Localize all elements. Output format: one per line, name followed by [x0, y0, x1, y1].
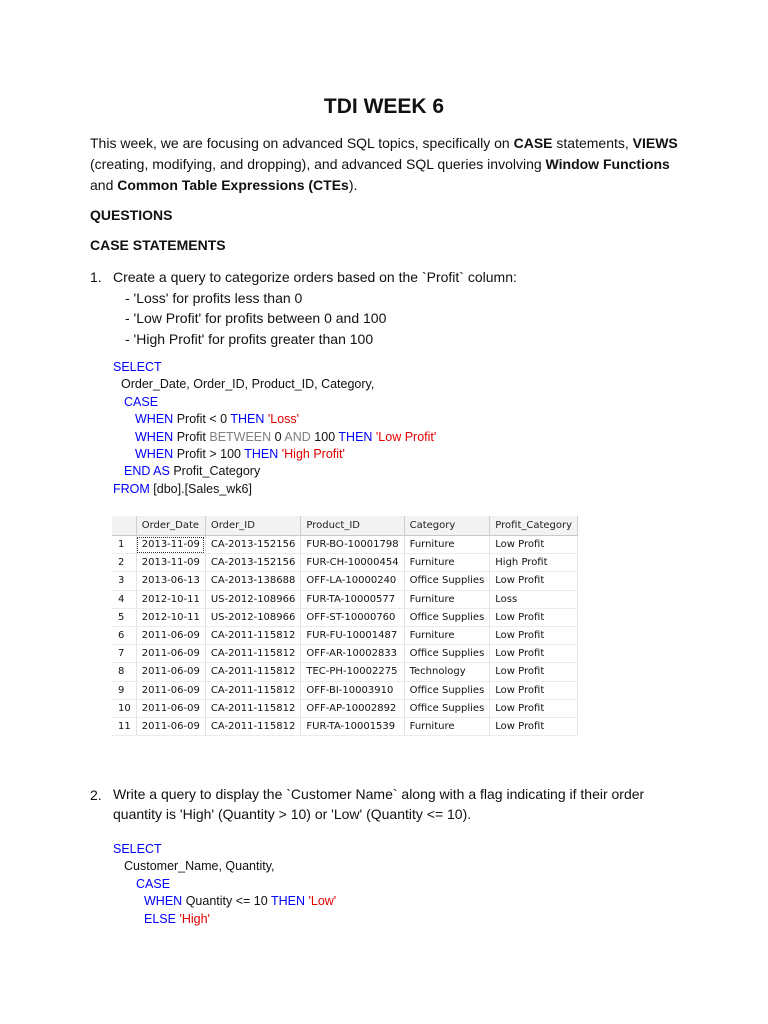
sql-column: Profit	[176, 412, 206, 427]
question-text: Write a query to display the `Customer Name` along with a flag indicating if their order quantity is 'High' (Quantity > 10) or 'Low' (Quantity <= 10).	[113, 786, 645, 822]
cell-order-date: 2013-11-09	[136, 536, 205, 554]
intro-text: This week, we are focusing on advanced SQL topics, specifically on	[90, 135, 514, 151]
question-subitem: - 'Low Profit' for profits between 0 and 100	[125, 310, 387, 326]
question-number: 2.	[90, 787, 102, 803]
sql-keyword: FROM	[113, 481, 150, 496]
results-table	[112, 516, 578, 736]
sql-columns: Order_Date, Order_ID, Product_ID, Category,	[121, 377, 375, 392]
code-line	[113, 411, 436, 428]
question-text: Create a query to categorize orders based on the `Profit` column:	[113, 269, 517, 285]
sql-alias: Profit_Category	[173, 464, 261, 479]
results-header-row	[112, 516, 578, 536]
results-grid	[112, 516, 573, 740]
question-1	[90, 267, 690, 349]
question-subitem: - 'Loss' for profits less than 0	[125, 289, 303, 306]
questions-heading: QUESTIONS	[90, 207, 173, 223]
column-header-product-id: Product_ID	[301, 516, 404, 536]
cell-row-number: 4	[112, 590, 136, 608]
sql-string: 'Loss'	[267, 412, 300, 427]
sql-table: [dbo].[Sales_wk6]	[153, 481, 252, 496]
cell-row-number: 9	[112, 681, 136, 699]
sql-keyword: END AS	[124, 464, 170, 479]
sql-operator: AND	[284, 429, 311, 444]
cell-order-date: 2012-10-11	[136, 608, 205, 626]
results-body	[112, 536, 578, 736]
code-line	[113, 876, 336, 893]
cell-product-id: OFF-LA-10000240	[301, 572, 404, 590]
cell-order-id: CA-2011-115812	[205, 663, 301, 681]
sql-number: 0	[274, 429, 282, 444]
cell-profit-category: Low Profit	[490, 608, 578, 626]
table-row	[112, 608, 578, 626]
cell-order-date: 2011-06-09	[136, 699, 205, 717]
table-row	[112, 645, 578, 663]
sql-keyword: THEN	[338, 429, 373, 444]
sql-string: 'High Profit'	[281, 447, 345, 462]
intro-paragraph	[90, 133, 690, 196]
sql-condition: < 0	[209, 412, 228, 427]
question-subitem: - 'High Profit' for profits greater than 100	[125, 330, 374, 347]
cell-order-id: CA-2011-115812	[205, 717, 301, 735]
code-line	[113, 911, 336, 928]
code-line	[113, 481, 436, 498]
cell-product-id: FUR-TA-10000577	[301, 590, 404, 608]
code-line	[113, 858, 336, 875]
code-line	[113, 429, 436, 446]
column-header-profit-category: Profit_Category	[490, 516, 578, 536]
sql-columns: Customer_Name, Quantity,	[124, 859, 275, 874]
cell-profit-category: Low Profit	[490, 663, 578, 681]
case-statements-heading: CASE STATEMENTS	[90, 237, 226, 253]
sql-keyword: CASE	[124, 394, 159, 409]
cell-order-date: 2011-06-09	[136, 717, 205, 735]
code-line	[113, 376, 436, 393]
sql-keyword: THEN	[270, 894, 305, 909]
code-block-1	[113, 359, 436, 498]
cell-row-number: 8	[112, 663, 136, 681]
cell-row-number: 1	[112, 536, 136, 554]
table-row	[112, 663, 578, 681]
intro-bold-views: VIEWS	[632, 135, 678, 151]
cell-category: Technology	[404, 663, 490, 681]
code-line	[113, 359, 436, 376]
table-row	[112, 699, 578, 717]
intro-text: statements,	[552, 135, 633, 151]
sql-column: Profit	[176, 429, 206, 444]
cell-order-id: CA-2013-138688	[205, 572, 301, 590]
intro-text: (creating, modifying, and dropping), and advanced SQL queries involving	[90, 156, 546, 172]
cell-order-id: CA-2011-115812	[205, 681, 301, 699]
intro-bold-case: CASE	[513, 135, 553, 151]
intro-bold-window-functions: Window Functions	[545, 156, 670, 172]
table-row	[112, 572, 578, 590]
cell-product-id: FUR-FU-10001487	[301, 626, 404, 644]
sql-operator: BETWEEN	[209, 429, 272, 444]
cell-order-date: 2011-06-09	[136, 645, 205, 663]
table-row	[112, 554, 578, 572]
cell-product-id: OFF-ST-10000760	[301, 608, 404, 626]
code-line	[113, 446, 436, 463]
sql-string: 'Low'	[308, 894, 337, 909]
cell-profit-category: Low Profit	[490, 681, 578, 699]
cell-row-number: 5	[112, 608, 136, 626]
cell-order-id: US-2012-108966	[205, 590, 301, 608]
cell-product-id: FUR-BO-10001798	[301, 536, 404, 554]
sql-keyword: WHEN	[144, 894, 183, 909]
code-line	[113, 394, 436, 411]
code-line	[113, 893, 336, 910]
code-line	[113, 463, 436, 480]
sql-string: 'High'	[179, 911, 210, 926]
cell-category: Office Supplies	[404, 681, 490, 699]
sql-number: 100	[314, 429, 336, 444]
sql-keyword: THEN	[244, 447, 279, 462]
cell-order-id: CA-2011-115812	[205, 645, 301, 663]
sql-condition: > 100	[209, 447, 241, 462]
cell-category: Office Supplies	[404, 645, 490, 663]
cell-order-date: 2012-10-11	[136, 590, 205, 608]
table-row	[112, 590, 578, 608]
intro-text: ).	[348, 177, 358, 193]
cell-category: Furniture	[404, 554, 490, 572]
sql-keyword: WHEN	[135, 429, 174, 444]
cell-product-id: FUR-TA-10001539	[301, 717, 404, 735]
cell-product-id: TEC-PH-10002275	[301, 663, 404, 681]
intro-text: and	[90, 177, 118, 193]
sql-keyword: SELECT	[113, 360, 162, 374]
cell-category: Furniture	[404, 590, 490, 608]
cell-order-id: CA-2013-152156	[205, 554, 301, 572]
sql-column: Quantity	[185, 894, 233, 909]
cell-profit-category: Low Profit	[490, 717, 578, 735]
cell-profit-category: Low Profit	[490, 536, 578, 554]
cell-order-id: CA-2011-115812	[205, 626, 301, 644]
column-header-order-date: Order_Date	[136, 516, 205, 536]
cell-product-id: OFF-AR-10002833	[301, 645, 404, 663]
question-2	[90, 785, 690, 824]
table-row	[112, 626, 578, 644]
column-header-rownum	[112, 516, 136, 536]
code-block-2	[113, 841, 336, 928]
cell-order-date: 2011-06-09	[136, 626, 205, 644]
cell-order-id: CA-2011-115812	[205, 699, 301, 717]
cell-profit-category: Low Profit	[490, 645, 578, 663]
cell-product-id: OFF-AP-10002892	[301, 699, 404, 717]
table-row	[112, 536, 578, 554]
cell-category: Office Supplies	[404, 608, 490, 626]
page-title: TDI WEEK 6	[323, 95, 445, 118]
sql-keyword: WHEN	[135, 447, 174, 462]
sql-string: 'Low Profit'	[375, 429, 437, 444]
table-row	[112, 717, 578, 735]
sql-keyword: ELSE	[144, 911, 176, 926]
cell-order-date: 2011-06-09	[136, 681, 205, 699]
cell-profit-category: Loss	[490, 590, 578, 608]
question-number: 1.	[90, 269, 102, 285]
sql-column: Profit	[176, 447, 206, 462]
cell-row-number: 7	[112, 645, 136, 663]
cell-row-number: 10	[112, 699, 136, 717]
sql-keyword: SELECT	[113, 842, 162, 856]
cell-order-date: 2013-11-09	[136, 554, 205, 572]
cell-order-date: 2011-06-09	[136, 663, 205, 681]
cell-product-id: FUR-CH-10000454	[301, 554, 404, 572]
sql-keyword: CASE	[136, 876, 171, 891]
code-line	[113, 841, 336, 858]
cell-order-id: US-2012-108966	[205, 608, 301, 626]
cell-category: Furniture	[404, 717, 490, 735]
table-row	[112, 681, 578, 699]
cell-order-id: CA-2013-152156	[205, 536, 301, 554]
cell-category: Office Supplies	[404, 572, 490, 590]
cell-profit-category: Low Profit	[490, 626, 578, 644]
cell-order-date: 2013-06-13	[136, 572, 205, 590]
column-header-order-id: Order_ID	[205, 516, 301, 536]
column-header-category: Category	[404, 516, 490, 536]
cell-category: Furniture	[404, 626, 490, 644]
cell-product-id: OFF-BI-10003910	[301, 681, 404, 699]
cell-row-number: 2	[112, 554, 136, 572]
cell-row-number: 3	[112, 572, 136, 590]
cell-profit-category: High Profit	[490, 554, 578, 572]
cell-row-number: 6	[112, 626, 136, 644]
sql-condition: <= 10	[235, 894, 268, 909]
cell-profit-category: Low Profit	[490, 699, 578, 717]
sql-keyword: THEN	[230, 412, 265, 427]
cell-category: Office Supplies	[404, 699, 490, 717]
cell-category: Furniture	[404, 536, 490, 554]
intro-bold-ctes: Common Table Expressions (CTEs	[117, 177, 349, 193]
cell-profit-category: Low Profit	[490, 572, 578, 590]
sql-keyword: WHEN	[135, 412, 174, 427]
cell-row-number: 11	[112, 717, 136, 735]
